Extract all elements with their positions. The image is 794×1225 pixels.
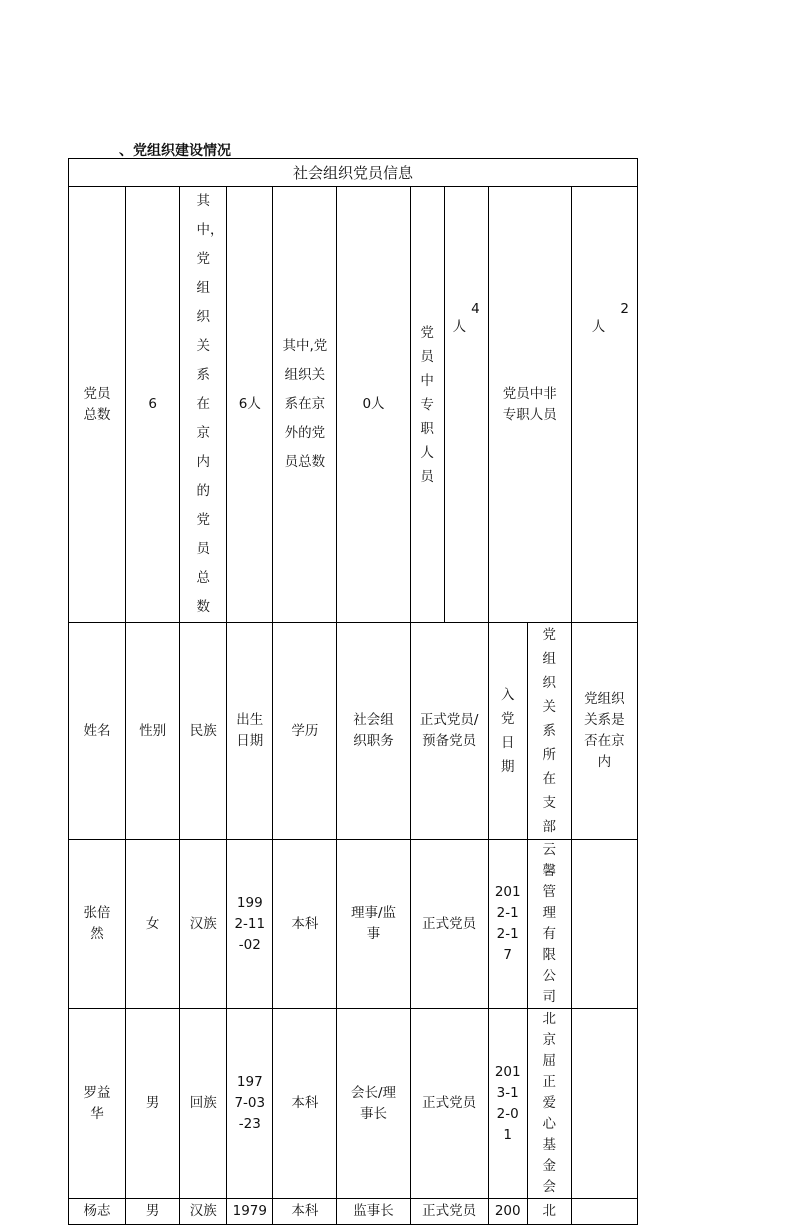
header-gender: 性别 [126,623,180,840]
header-status: 正式党员/预备党员 [419,712,479,749]
cell-education: 本科 [273,1199,337,1225]
cell-gender: 男 [126,1009,180,1199]
outside-beijing-value: 0人 [337,187,410,623]
cell-in-beijing [571,1009,637,1199]
parttime-value: 2 [620,301,629,317]
parttime-label: 党员中非专职人员 [502,385,557,423]
summary-row [69,187,638,623]
cell-birth: 1979 [227,1199,273,1225]
cell-join-date: 2013-12-01 [494,1063,521,1143]
header-birth: 出生日期 [236,712,264,749]
fulltime-cell [444,187,488,623]
cell-branch: 北 [527,1199,571,1225]
header-join-date: 入党日期 [500,687,515,775]
in-beijing-label: 其中，党组织关系在京内的党员总数 [196,193,224,615]
cell-ethnicity: 汉族 [180,840,227,1009]
outside-beijing-label: 其中,党组织关系在京外的党员总数 [282,338,328,470]
cell-position: 监事长 [337,1199,410,1225]
cell-gender: 男 [126,1199,180,1225]
cell-position: 理事/监事 [350,905,397,942]
cell-join-date: 200 [488,1199,527,1225]
section-heading: 、党组织建设情况 [119,143,231,159]
total-members-value: 6 [126,187,180,623]
header-position: 社会组织职务 [353,712,394,749]
cell-join-date: 2012-12-17 [494,884,521,963]
cell-ethnicity: 回族 [180,1009,227,1199]
header-in-beijing: 党组织关系是否在京内 [584,691,625,770]
cell-status: 正式党员 [410,840,488,1009]
cell-status: 正式党员 [410,1009,488,1199]
total-members-label: 党员总数 [83,385,111,423]
cell-in-beijing [571,840,637,1009]
cell-birth: 1977-03-23 [234,1074,266,1132]
cell-gender: 女 [126,840,180,1009]
parttime-unit: 人 [591,319,606,335]
in-beijing-value: 6人 [227,187,273,623]
fulltime-unit: 人 [452,319,467,335]
table-row [69,840,638,1009]
fulltime-value: 4 [471,301,480,317]
table-title: 社会组织党员信息 [69,159,638,187]
cell-status: 正式党员 [410,1199,488,1225]
header-education: 学历 [273,623,337,840]
header-row [69,623,638,840]
cell-position: 会长/理事长 [350,1084,397,1122]
cell-birth: 1992-11-02 [234,894,266,953]
cell-in-beijing [571,1199,637,1225]
cell-name: 罗益华 [83,1084,111,1122]
cell-name: 张倍然 [83,905,111,942]
header-name: 姓名 [69,623,126,840]
cell-education: 本科 [273,840,337,1009]
header-ethnicity: 民族 [180,623,227,840]
cell-name: 杨志 [69,1199,126,1225]
table-row [69,1009,638,1199]
header-branch: 党组织关系所在支部 [542,627,557,835]
cell-ethnicity: 汉族 [180,1199,227,1225]
table-row [69,1199,638,1225]
cell-branch: 云馨管理有限公司 [542,842,557,1005]
cell-branch: 北京屈正爱心基金会 [542,1011,557,1195]
party-member-table [68,158,638,1225]
fulltime-label: 党员中专职人员 [420,324,434,485]
cell-education: 本科 [273,1009,337,1199]
parttime-cell [571,187,637,623]
